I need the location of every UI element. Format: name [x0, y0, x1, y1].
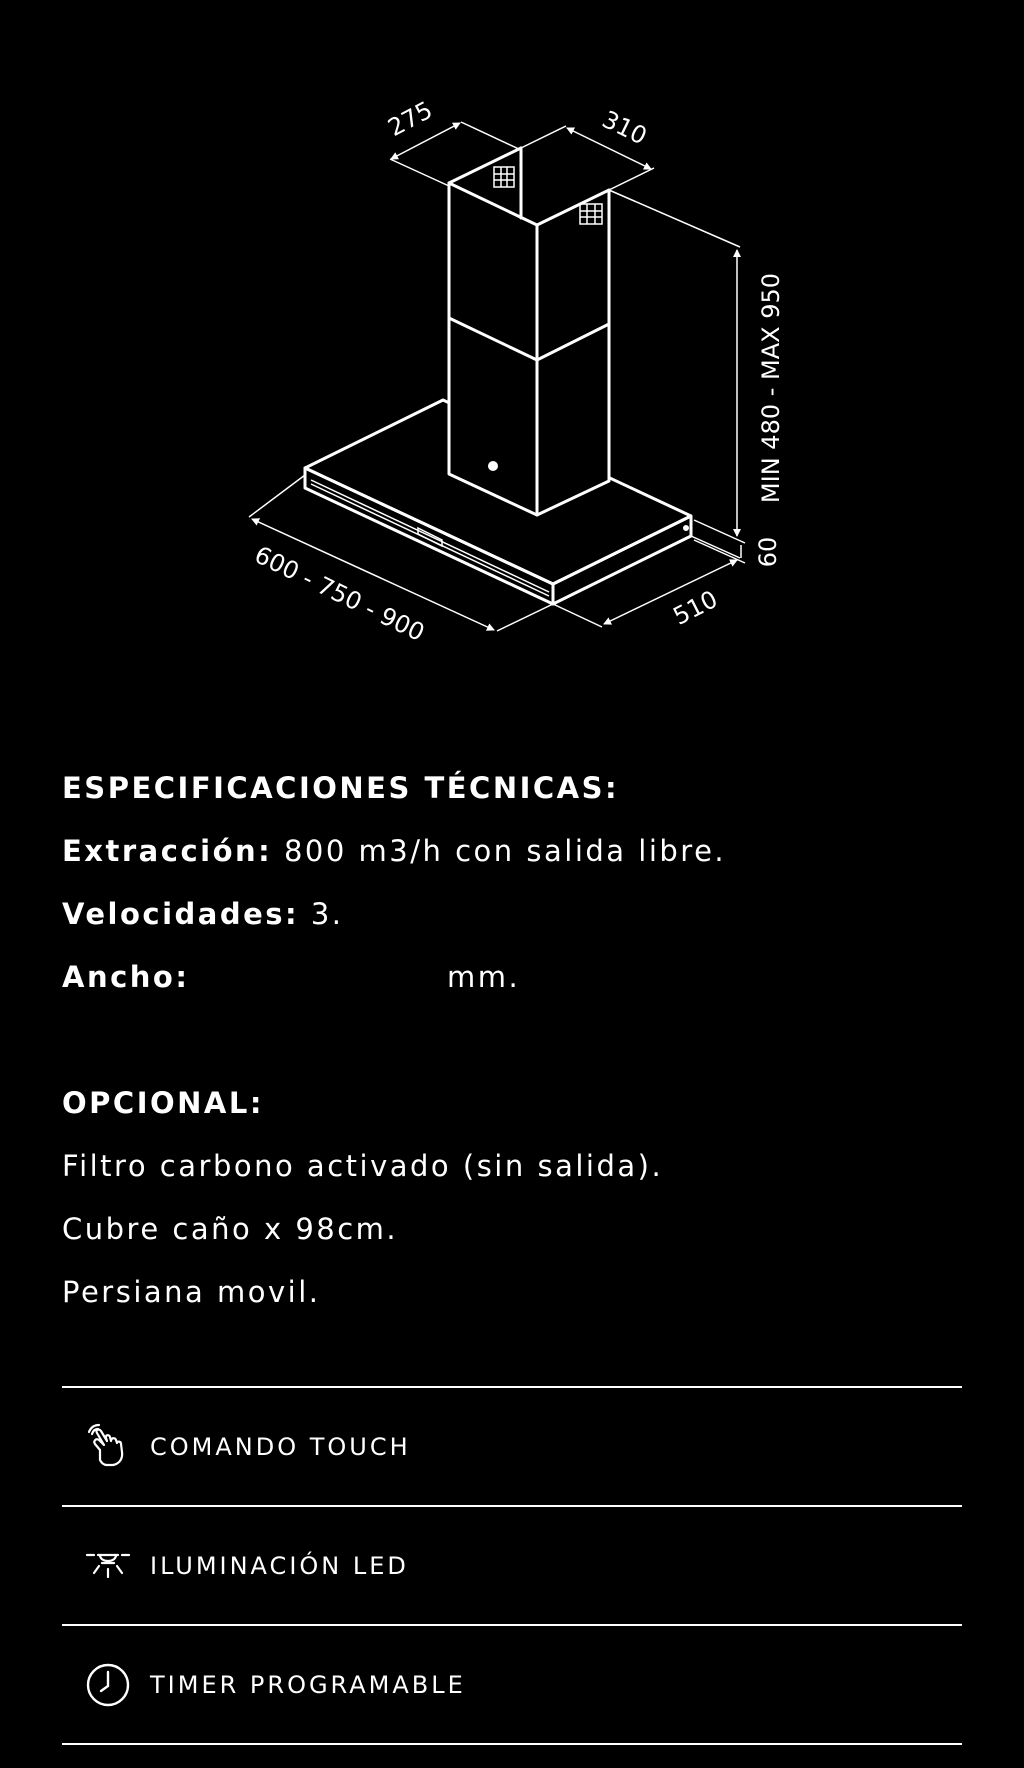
optional-item: Cubre caño x 98cm.: [62, 1212, 399, 1246]
spec-width-label: Ancho:: [62, 960, 190, 994]
chimney-outline: [449, 183, 609, 515]
feature-programmable-timer: [62, 1624, 962, 1745]
chimney-vent-dot: [488, 461, 498, 471]
optional-item: Persiana movil.: [62, 1275, 321, 1309]
feature-label: TIMER PROGRAMABLE: [150, 1670, 466, 1699]
hood-side-dot: [683, 525, 689, 531]
dim-height-label: MIN 480 - MAX 950: [757, 272, 785, 504]
specs-title: ESPECIFICACIONES TÉCNICAS:: [62, 771, 620, 805]
spec-width-value: mm.: [447, 960, 521, 994]
touch-hand-icon: [83, 1422, 133, 1472]
dim-depth-chimney-label: 275: [383, 95, 438, 143]
spec-speeds-label: Velocidades:: [62, 897, 300, 931]
feature-touch-control: [62, 1386, 962, 1505]
dim-width-hood-label: 600 - 750 - 900: [250, 540, 429, 648]
feature-label: ILUMINACIÓN LED: [150, 1551, 409, 1580]
dim-width-chimney-label: 310: [597, 105, 652, 151]
spec-extraction: [62, 820, 962, 883]
feature-label: COMANDO TOUCH: [150, 1432, 411, 1461]
specifications-section: [62, 757, 962, 1324]
spec-speeds: [62, 883, 962, 946]
dim-hood-thickness-label: 60: [754, 536, 782, 568]
optional-item: Filtro carbono activado (sin salida).: [62, 1149, 664, 1183]
led-light-icon: [83, 1541, 133, 1591]
spec-extraction-value: 800 m3/h con salida libre.: [272, 834, 727, 868]
features-list: [62, 1386, 962, 1745]
spec-extraction-label: Extracción:: [62, 834, 273, 868]
clock-icon: [83, 1660, 133, 1710]
range-hood-dimension-diagram: [0, 0, 1024, 700]
spec-speeds-value: 3.: [299, 897, 344, 931]
spec-width: [62, 946, 962, 1009]
feature-led-lighting: [62, 1505, 962, 1624]
optional-title: OPCIONAL:: [62, 1086, 264, 1120]
dim-depth-hood-label: 510: [668, 584, 723, 631]
